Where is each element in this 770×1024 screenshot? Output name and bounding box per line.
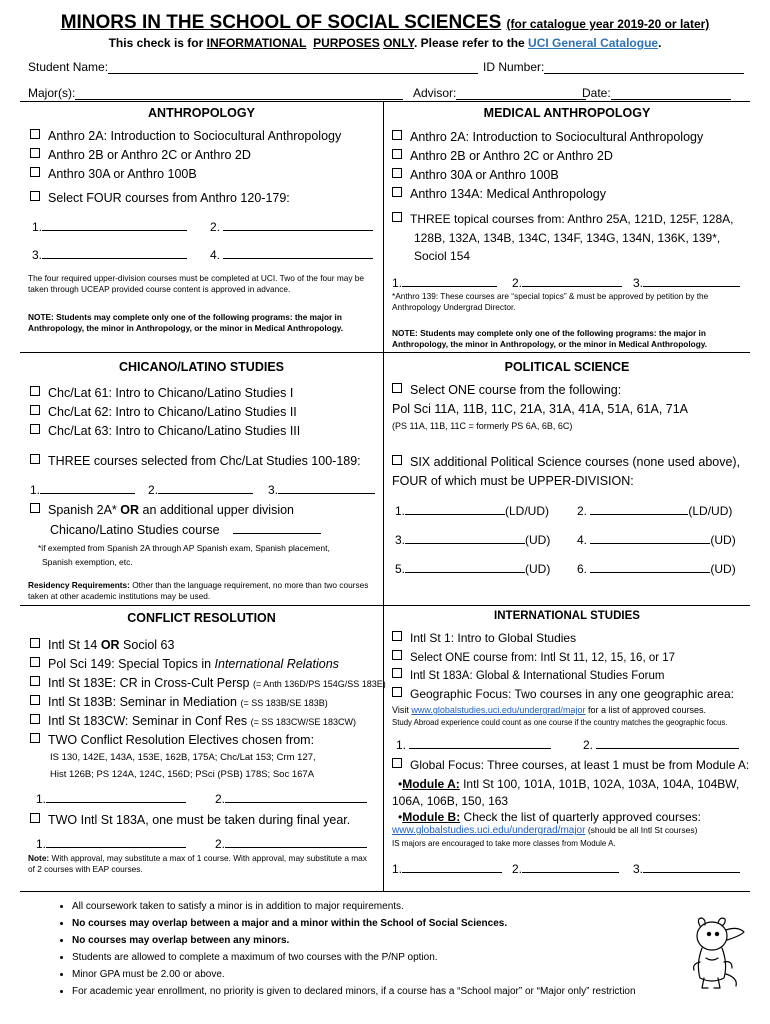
student-name-field[interactable]: Student Name: bbox=[28, 60, 478, 74]
majors-field[interactable]: Major(s): bbox=[28, 86, 403, 100]
cr-item-4[interactable]: Intl St 183B: Seminar in Mediation (= SS 183B/SE 183B) bbox=[30, 695, 328, 709]
anthro-blank-2[interactable]: 2. bbox=[210, 219, 373, 234]
checkbox-icon[interactable] bbox=[30, 676, 40, 686]
checkbox-icon[interactable] bbox=[30, 148, 40, 158]
requirement-bullet: • Minor GPA must be 2.00 or above. bbox=[72, 966, 732, 983]
is-module-b: •Module B: Check the list of quarterly approved courses: bbox=[398, 810, 701, 824]
is-blank-4[interactable]: 2. bbox=[512, 861, 619, 876]
checkbox-icon[interactable] bbox=[30, 657, 40, 667]
is-item-2[interactable]: Select ONE course from: Intl St 11, 12, 15, 16, or 17 bbox=[392, 650, 675, 664]
international-studies-heading: INTERNATIONAL STUDIES bbox=[494, 610, 640, 622]
row-divider-1 bbox=[20, 352, 750, 353]
anthro-item-3[interactable]: Anthro 30A or Anthro 100B bbox=[30, 167, 197, 181]
checkbox-icon[interactable] bbox=[392, 668, 402, 678]
checkbox-icon[interactable] bbox=[392, 212, 402, 222]
med-anthro-item-5[interactable]: THREE topical courses from: Anthro 25A, 121D, 125F, 128A, bbox=[392, 212, 734, 226]
cr-blank-3[interactable]: 1. bbox=[36, 836, 186, 851]
polsci-blank-2[interactable]: 2. (LD/UD) bbox=[577, 504, 733, 518]
checkbox-icon[interactable] bbox=[30, 813, 40, 823]
polsci-item-1-courses: Pol Sci 11A, 11B, 11C, 21A, 31A, 41A, 51A, 61A, 71A bbox=[392, 402, 689, 416]
checkbox-icon[interactable] bbox=[30, 405, 40, 415]
polsci-item-1[interactable]: Select ONE course from the following: bbox=[392, 383, 621, 397]
chc-blank-2[interactable]: 2. bbox=[148, 482, 253, 497]
polsci-blank-4[interactable]: 4. (UD) bbox=[577, 533, 736, 547]
is-blank-2[interactable]: 2. bbox=[583, 737, 739, 752]
grid-top bbox=[20, 101, 750, 102]
chc-item-3[interactable]: Chc/Lat 63: Intro to Chicano/Latino Studies III bbox=[30, 424, 300, 438]
chc-footnote-1: *if exempted from Spanish 2A through AP Spanish exam, Spanish placement, bbox=[38, 543, 330, 553]
cr-note: Note: With approval, may substitute a max of 1 course. With approval, may substitute a max of 2 courses with EAP courses. bbox=[28, 853, 367, 874]
anthro-item-2[interactable]: Anthro 2B or Anthro 2C or Anthro 2D bbox=[30, 148, 251, 162]
checkbox-icon[interactable] bbox=[392, 455, 402, 465]
checkbox-icon[interactable] bbox=[30, 167, 40, 177]
checkbox-icon[interactable] bbox=[392, 758, 402, 768]
chicano-latino-heading: CHICANO/LATINO STUDIES bbox=[118, 360, 285, 374]
anthro-note-uci: The four required upper-division courses must be completed at UCI. Two of the four may be taken through UCEAP provided course content is approved in advance. bbox=[28, 273, 365, 294]
checkbox-icon[interactable] bbox=[392, 631, 402, 641]
anthro-blank-1[interactable]: 1. bbox=[32, 219, 187, 234]
column-divider bbox=[383, 101, 384, 892]
is-module-b-link: www.globalstudies.uci.edu/undergrad/major (should be all Intl St courses) bbox=[392, 825, 698, 836]
checkbox-icon[interactable] bbox=[30, 733, 40, 743]
is-module-a: •Module A: Intl St 100, 101A, 101B, 102A, 103A, 104A, 104BW, bbox=[398, 777, 740, 791]
checkbox-icon[interactable] bbox=[392, 149, 402, 159]
chc-spanish-item[interactable]: Spanish 2A* OR an additional upper division bbox=[30, 503, 294, 517]
anthro-item-1[interactable]: Anthro 2A: Introduction to Sociocultural Anthropology bbox=[30, 129, 341, 143]
anthro-note-programs: NOTE: Students may complete only one of the following programs: the major in Anthropology, the minor in Anthropology, or the minor in Medical Anthropology. bbox=[28, 312, 344, 333]
cr-item-7[interactable]: TWO Intl St 183A, one must be taken during final year. bbox=[30, 813, 350, 827]
polsci-blank-5[interactable]: 5. (UD) bbox=[395, 562, 551, 576]
cr-item-5[interactable]: Intl St 183CW: Seminar in Conf Res (= SS 183CW/SE 183CW) bbox=[30, 714, 356, 728]
med-anthro-note-programs: NOTE: Students may complete only one of the following programs: the major in Anthropology, the minor in Anthropology, or the minor in Medical Anthropology. bbox=[392, 328, 708, 349]
cr-item-3[interactable]: Intl St 183E: CR in Cross-Cult Persp (= Anth 136D/PS 154G/SS 183E) bbox=[30, 676, 386, 690]
cr-item-6[interactable]: TWO Conflict Resolution Electives chosen from: bbox=[30, 733, 314, 747]
catalogue-link[interactable]: UCI General Catalogue bbox=[528, 36, 659, 50]
chc-footnote-2: Spanish exemption, etc. bbox=[42, 557, 133, 567]
med-anthro-item-1[interactable]: Anthro 2A: Introduction to Sociocultural Anthropology bbox=[392, 130, 703, 144]
chc-spanish-line2[interactable]: Chicano/Latino Studies course bbox=[50, 522, 321, 537]
checkbox-icon[interactable] bbox=[30, 638, 40, 648]
globalstudies-link[interactable]: www.globalstudies.uci.edu/undergrad/major bbox=[411, 705, 586, 715]
anthro-blank-4[interactable]: 4. bbox=[210, 247, 373, 262]
is-abroad-note: Study Abroad experience could count as one course if the country matches the geographic focus. bbox=[392, 718, 728, 727]
checkbox-icon[interactable] bbox=[30, 503, 40, 513]
med-anthro-note-139: *Anthro 139: These courses are “special topics” & must be approved by petition by the Anthropology Undergrad Director. bbox=[392, 291, 709, 312]
advisor-field[interactable]: Advisor: bbox=[413, 86, 586, 100]
globalstudies-link-2[interactable]: www.globalstudies.uci.edu/undergrad/major bbox=[392, 825, 586, 836]
requirement-bullet: • For academic year enrollment, no priority is given to declared minors, if a course has a “School major” or “Major only” restriction bbox=[72, 983, 732, 1000]
grid-bottom bbox=[20, 891, 750, 892]
checkbox-icon[interactable] bbox=[30, 191, 40, 201]
checkbox-icon[interactable] bbox=[30, 454, 40, 464]
cr-blank-1[interactable]: 1. bbox=[36, 791, 186, 806]
page-title: MINORS IN THE SCHOOL OF SOCIAL SCIENCES (for catalogue year 2019-20 or later) bbox=[60, 12, 710, 33]
is-blank-3[interactable]: 1. bbox=[392, 861, 502, 876]
conflict-resolution-heading: CONFLICT RESOLUTION bbox=[127, 611, 276, 625]
page-subtitle: This check is for INFORMATIONAL PURPOSES ONLY. Please refer to the UCI General Catalogue. bbox=[108, 36, 662, 50]
cr-item-1[interactable]: Intl St 14 OR Sociol 63 bbox=[30, 638, 174, 652]
polsci-item-1-note: (PS 11A, 11B, 11C = formerly PS 6A, 6B, 6C) bbox=[392, 421, 573, 431]
cr-item-2[interactable]: Pol Sci 149: Special Topics in International Relations bbox=[30, 657, 339, 671]
is-blank-5[interactable]: 3. bbox=[633, 861, 740, 876]
political-science-heading: POLITICAL SCIENCE bbox=[504, 360, 630, 374]
anthropology-heading: ANTHROPOLOGY bbox=[148, 106, 255, 120]
is-item-5[interactable]: Global Focus: Three courses, at least 1 must be from Module A: bbox=[392, 758, 749, 772]
is-blank-1[interactable]: 1. bbox=[396, 737, 551, 752]
chc-item-1[interactable]: Chc/Lat 61: Intro to Chicano/Latino Studies I bbox=[30, 386, 293, 400]
anthro-item-4[interactable]: Select FOUR courses from Anthro 120-179: bbox=[30, 191, 290, 205]
chc-item-4[interactable]: THREE courses selected from Chc/Lat Studies 100-189: bbox=[30, 454, 361, 468]
is-item-4[interactable]: Geographic Focus: Two courses in any one geographic area: bbox=[392, 687, 734, 701]
checkbox-icon[interactable] bbox=[392, 687, 402, 697]
checkbox-icon[interactable] bbox=[30, 714, 40, 724]
checkbox-icon[interactable] bbox=[392, 130, 402, 140]
requirement-bullet: • No courses may overlap between a major and a minor within the School of Social Sciences. bbox=[72, 915, 732, 932]
polsci-item-2-line2: FOUR of which must be UPPER-DIVISION: bbox=[392, 474, 634, 488]
checkbox-icon[interactable] bbox=[392, 650, 402, 660]
med-anthro-item-4[interactable]: Anthro 134A: Medical Anthropology bbox=[392, 187, 606, 201]
requirement-bullet: • All coursework taken to satisfy a minor is in addition to major requirements. bbox=[72, 898, 732, 915]
polsci-item-2[interactable]: SIX additional Political Science courses (none used above), bbox=[392, 455, 740, 469]
cr-blank-4[interactable]: 2. bbox=[215, 836, 367, 851]
chc-item-2[interactable]: Chc/Lat 62: Intro to Chicano/Latino Studies II bbox=[30, 405, 297, 419]
anteater-mascot-icon bbox=[686, 912, 748, 994]
med-anthro-blank-3[interactable]: 3. bbox=[633, 275, 740, 290]
med-anthro-item-2[interactable]: Anthro 2B or Anthro 2C or Anthro 2D bbox=[392, 149, 613, 163]
checkbox-icon[interactable] bbox=[30, 424, 40, 434]
chc-residency-note: Residency Requirements: Other than the language requirement, no more than two courses taken at other academic institutions may be used. bbox=[28, 580, 369, 601]
requirement-bullet: • Students are allowed to complete a maximum of two courses with the P/NP option. bbox=[72, 949, 732, 966]
is-majors-note: IS majors are encouraged to take more classes from Module A. bbox=[392, 839, 616, 848]
chc-blank-3[interactable]: 3. bbox=[268, 482, 375, 497]
anthro-blank-3[interactable]: 3. bbox=[32, 247, 187, 262]
checkbox-icon[interactable] bbox=[392, 187, 402, 197]
checkbox-icon[interactable] bbox=[392, 168, 402, 178]
date-field[interactable]: Date: bbox=[582, 86, 731, 100]
med-anthro-topical-line3: Sociol 154 bbox=[414, 249, 471, 263]
chc-blank-1[interactable]: 1. bbox=[30, 482, 135, 497]
requirements-list bbox=[50, 898, 732, 1000]
checkbox-icon[interactable] bbox=[30, 695, 40, 705]
row-divider-2 bbox=[20, 605, 750, 606]
requirement-bullet: • No courses may overlap between any minors. bbox=[72, 932, 732, 949]
cr-blank-2[interactable]: 2. bbox=[215, 791, 367, 806]
is-module-a-line2: 106A, 106B, 150, 163 bbox=[392, 794, 509, 808]
polsci-blank-1[interactable]: 1. (LD/UD) bbox=[395, 504, 550, 518]
is-item-1[interactable]: Intl St 1: Intro to Global Studies bbox=[392, 631, 576, 645]
polsci-blank-6[interactable]: 6. (UD) bbox=[577, 562, 736, 576]
id-number-field[interactable]: ID Number: bbox=[483, 60, 744, 74]
med-anthro-topical-line2: 128B, 132A, 134B, 134C, 134F, 134G, 134N, 136K, 139*, bbox=[414, 231, 721, 245]
is-item-3[interactable]: Intl St 183A: Global & International Studies Forum bbox=[392, 668, 664, 682]
med-anthro-blank-1[interactable]: 1. bbox=[392, 275, 497, 290]
catalogue-year: (for catalogue year 2019-20 or later) bbox=[506, 17, 710, 31]
polsci-blank-3[interactable]: 3. (UD) bbox=[395, 533, 551, 547]
med-anthro-blank-2[interactable]: 2. bbox=[512, 275, 622, 290]
cr-electives-line2: Hist 126B; PS 124A, 124C, 156D; PSci (PSB) 178S; Soc 167A bbox=[50, 769, 315, 780]
checkbox-icon[interactable] bbox=[30, 129, 40, 139]
checkbox-icon[interactable] bbox=[392, 383, 402, 393]
med-anthro-item-3[interactable]: Anthro 30A or Anthro 100B bbox=[392, 168, 559, 182]
is-visit-note: Visit www.globalstudies.uci.edu/undergrad/major for a list of approved courses. bbox=[392, 705, 707, 715]
cr-electives-line1: IS 130, 142E, 143A, 153E, 162B, 175A; Chc/Lat 153; Crm 127, bbox=[50, 752, 316, 763]
checkbox-icon[interactable] bbox=[30, 386, 40, 396]
medical-anthropology-heading: MEDICAL ANTHROPOLOGY bbox=[483, 106, 651, 120]
